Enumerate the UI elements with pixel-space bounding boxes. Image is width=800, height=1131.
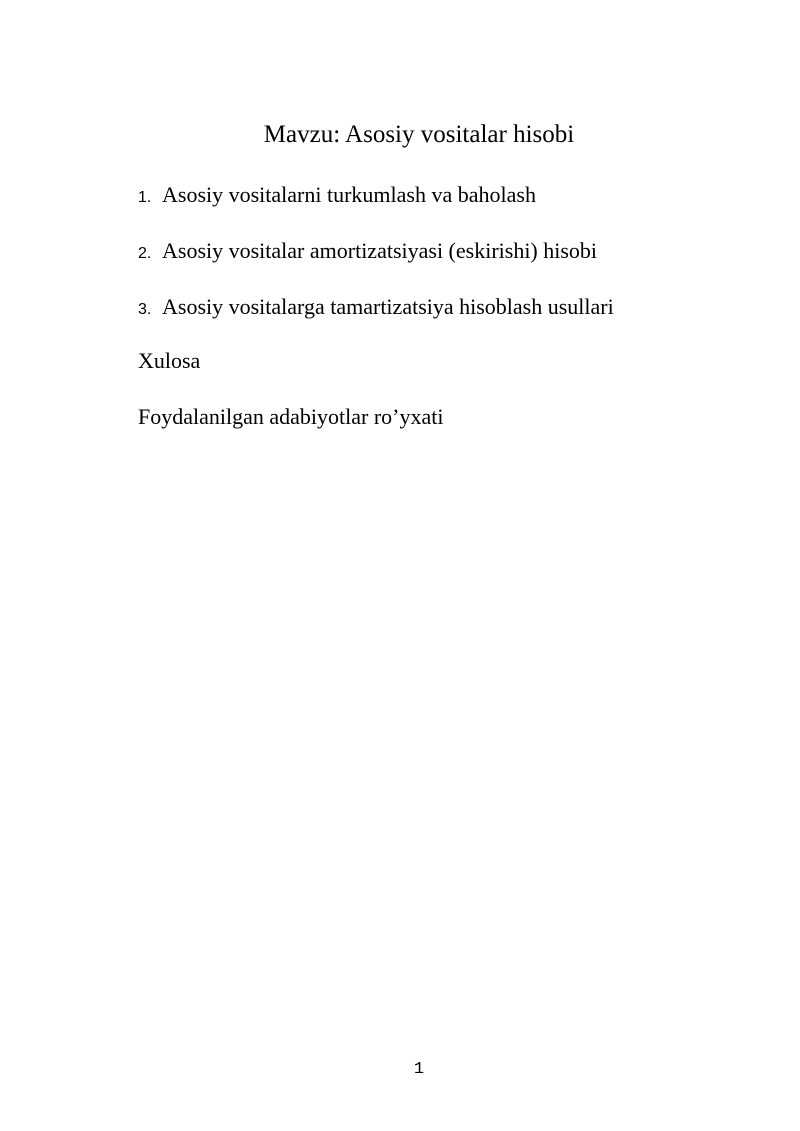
toc-item-2 bbox=[138, 236, 597, 269]
page-number: 1 bbox=[413, 1060, 425, 1079]
toc-item-1 bbox=[138, 180, 536, 213]
toc-item-text: Asosiy vositalarni turkumlash va baholash bbox=[162, 182, 536, 207]
toc-item-conclusion bbox=[138, 346, 200, 376]
toc-item-number: 3. bbox=[138, 301, 152, 318]
toc-item-text: Foydalanilgan adabiyotlar ro’yxati bbox=[138, 404, 444, 429]
toc-item-number: 1. bbox=[138, 189, 152, 206]
toc-item-text: Asosiy vositalar amortizatsiyasi (eskirishi) hisobi bbox=[162, 238, 598, 263]
toc-item-text: Xulosa bbox=[138, 348, 201, 373]
toc-item-number: 2. bbox=[138, 245, 152, 262]
toc-item-3 bbox=[138, 292, 614, 325]
toc-item-text: Asosiy vositalarga tamartizatsiya hisoblash usullari bbox=[162, 294, 614, 319]
page-title: Mavzu: Asosiy vositalar hisobi bbox=[263, 121, 575, 148]
toc-item-references bbox=[138, 402, 443, 432]
